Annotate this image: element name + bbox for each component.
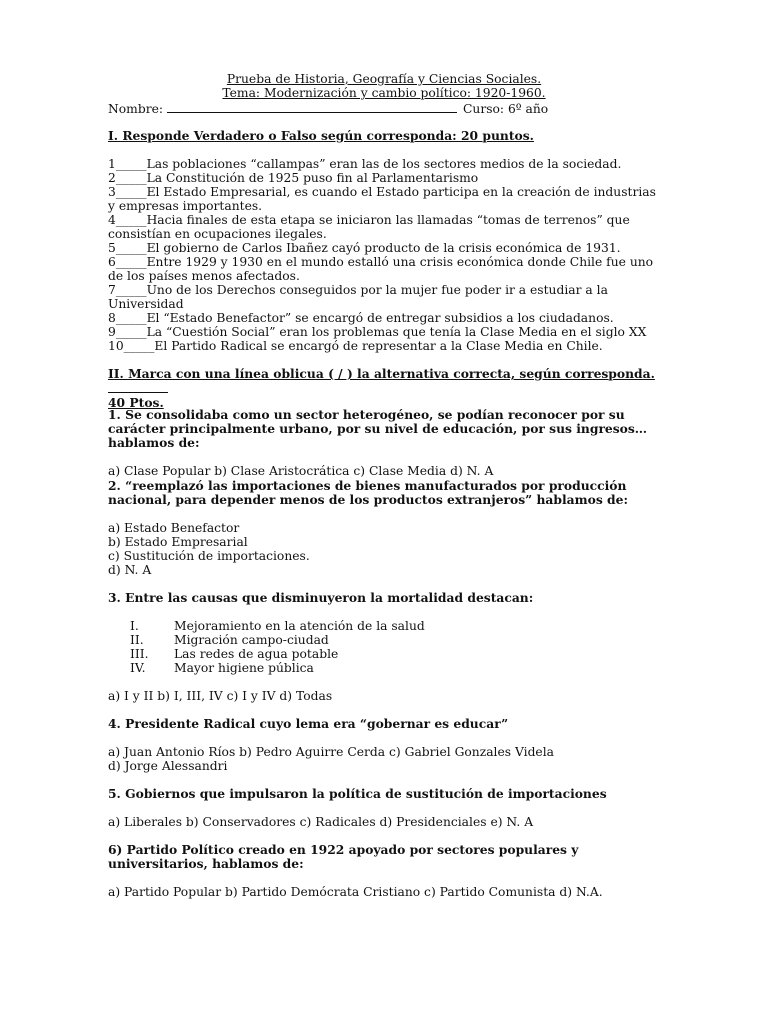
question-3-answer <box>108 689 660 703</box>
statement-row: III. Las redes de agua potable <box>130 647 339 661</box>
question-3-options[interactable]: a) I y II b) I, III, IV c) I y IV d) Todas <box>108 689 333 703</box>
question-2 <box>108 479 660 577</box>
section-1-title: I. Responde Verdadero o Falso según corresponda: 20 puntos. <box>108 128 534 143</box>
section-2-title-line1: II. Marca con una línea oblicua ( / ) la alternativa correcta, según corresponda. <box>108 366 655 381</box>
tf-item-3: 3_____El Estado Empresarial, es cuando el Estado participa en la creación de industrias y empresas importantes. <box>108 185 656 213</box>
tf-item-8: 8_____El “Estado Benefactor” se encargó de entregar subsidios a los ciudadanos. <box>108 311 614 325</box>
tf-item-6: 6_____Entre 1929 y 1930 en el mundo estalló una crisis económica donde Chile fue uno de los países menos afectados. <box>108 255 654 283</box>
exam-topic: Tema: Modernización y cambio político: 1920-1960. <box>222 86 546 100</box>
exam-title: Prueba de Historia, Geografía y Ciencias Sociales. <box>226 72 542 86</box>
question-2-option-d[interactable]: d) N. A <box>108 563 152 577</box>
question-6 <box>108 843 660 899</box>
curso-label: Curso: 6º año <box>463 102 549 116</box>
question-1-text: 1. Se consolidaba como un sector heterogéneo, se podían reconocer por su carácter principalmente urbano, por su nivel de educación, por sus ingresos…hablamos de: <box>108 407 648 450</box>
exam-header <box>0 72 768 100</box>
question-4-options-line2[interactable]: d) Jorge Alessandri <box>108 759 228 773</box>
question-1 <box>108 408 660 478</box>
question-4 <box>108 717 660 773</box>
question-5-options[interactable]: a) Liberales b) Conservadores c) Radicales d) Presidenciales e) N. A <box>108 815 534 829</box>
question-3-text: 3. Entre las causas que disminuyeron la mortalidad destacan: <box>108 590 534 605</box>
nombre-label: Nombre: <box>108 102 163 116</box>
section-2-title-line2: 40 Ptos. <box>108 395 164 410</box>
nombre-blank[interactable] <box>167 100 457 113</box>
question-5 <box>108 787 660 829</box>
question-3 <box>108 591 660 605</box>
question-2-option-b[interactable]: b) Estado Empresarial <box>108 535 248 549</box>
statement-row: IV. Mayor higiene pública <box>130 661 314 675</box>
student-info-line <box>108 100 548 116</box>
question-3-statements <box>108 619 660 675</box>
tf-item-5: 5_____El gobierno de Carlos Ibañez cayó producto de la crisis económica de 1931. <box>108 241 621 255</box>
tf-item-7: 7_____Uno de los Derechos conseguidos por la mujer fue poder ir a estudiar a la Universidad <box>108 283 608 311</box>
tf-item-4: 4_____Hacia finales de esta etapa se iniciaron las llamadas “tomas de terrenos” que consistían en ocupaciones ilegales. <box>108 213 630 241</box>
question-2-option-c[interactable]: c) Sustitución de importaciones. <box>108 549 310 563</box>
tf-item-10: 10_____El Partido Radical se encargó de representar a la Clase Media en Chile. <box>108 339 603 353</box>
true-false-list <box>108 157 660 353</box>
section-2-title <box>108 367 660 410</box>
question-5-text: 5. Gobiernos que impulsaron la política de sustitución de importaciones <box>108 786 607 801</box>
question-4-options-line1[interactable]: a) Juan Antonio Ríos b) Pedro Aguirre Cerda c) Gabriel Gonzales Videla <box>108 745 554 759</box>
question-6-options[interactable]: a) Partido Popular b) Partido Demócrata Cristiano c) Partido Comunista d) N.A. <box>108 885 603 899</box>
statement-row: I. Mejoramiento en la atención de la salud <box>130 619 425 633</box>
tf-item-9: 9_____La “Cuestión Social” eran los problemas que tenía la Clase Media en el siglo XX <box>108 325 647 339</box>
question-1-options[interactable]: a) Clase Popular b) Clase Aristocrática c) Clase Media d) N. A <box>108 464 494 478</box>
statement-row: II. Migración campo-ciudad <box>130 633 329 647</box>
question-4-text: 4. Presidente Radical cuyo lema era “gobernar es educar” <box>108 716 509 731</box>
question-6-text: 6) Partido Político creado en 1922 apoyado por sectores populares y universitarios, hablamos de: <box>108 842 579 871</box>
question-2-option-a[interactable]: a) Estado Benefactor <box>108 521 240 535</box>
tf-item-2: 2_____La Constitución de 1925 puso fin al Parlamentarismo <box>108 171 479 185</box>
tf-item-1: 1_____Las poblaciones “callampas” eran las de los sectores medios de la sociedad. <box>108 157 622 171</box>
question-2-text: 2. “reemplazó las importaciones de bienes manufacturados por producción nacional, para depender menos de los productos extranjeros” hablamos de: <box>108 478 628 507</box>
